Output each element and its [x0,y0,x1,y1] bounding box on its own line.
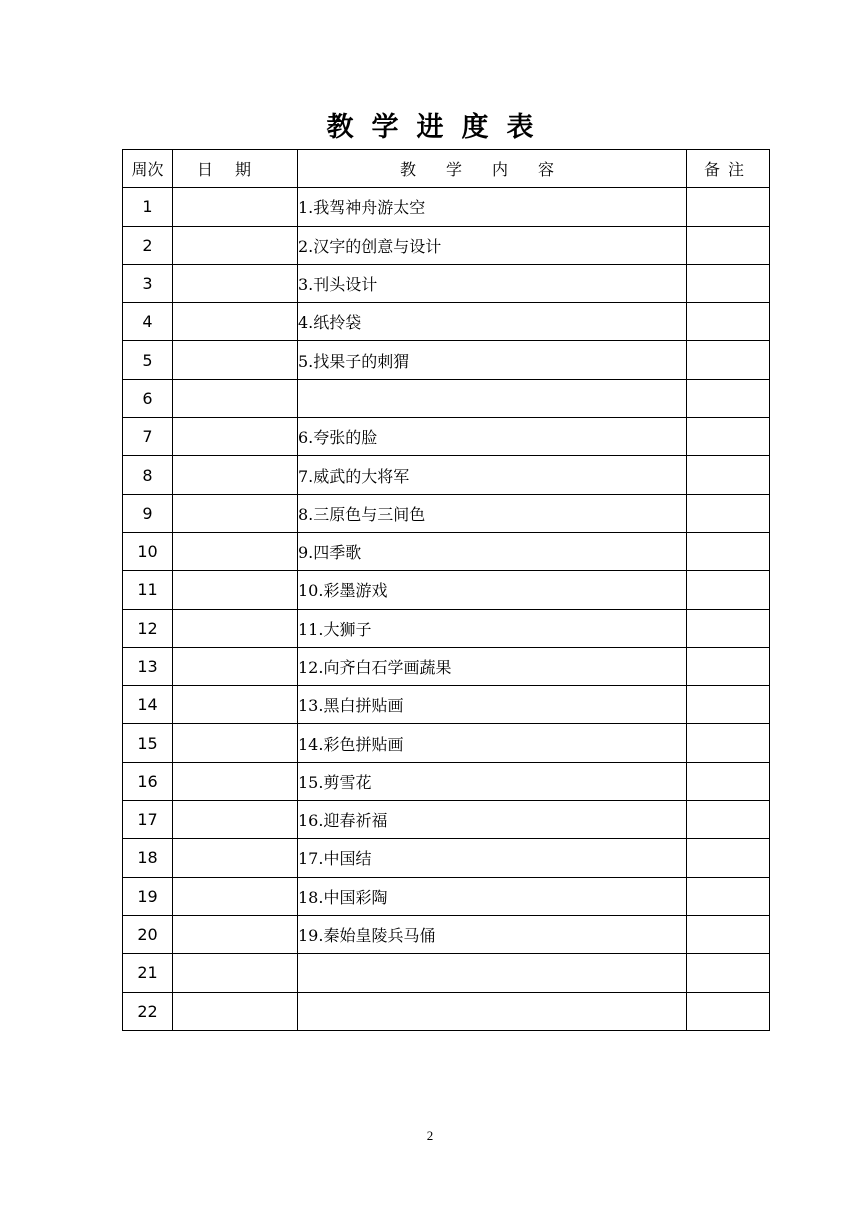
week-cell: 10 [123,532,173,570]
header-week: 周次 [123,150,173,188]
table-row [123,839,770,877]
note-cell [687,532,770,570]
note-cell [687,915,770,953]
week-cell: 15 [123,724,173,762]
week-cell: 6 [123,379,173,417]
note-cell [687,456,770,494]
date-cell [173,456,298,494]
page-number: 2 [426,1128,434,1143]
week-cell: 19 [123,877,173,915]
date-cell [173,379,298,417]
date-cell [173,571,298,609]
note-cell [687,839,770,877]
table-row [123,992,770,1030]
document-title: 教学进度表 [326,112,552,143]
date-cell [173,264,298,302]
content-cell: 4.纸拎袋 [298,303,687,341]
week-cell: 21 [123,954,173,992]
date-cell [173,303,298,341]
content-cell: 14.彩色拼贴画 [298,724,687,762]
date-cell [173,839,298,877]
content-cell: 13.黑白拼贴画 [298,686,687,724]
header-content: 教学内容 [298,150,687,188]
week-cell: 5 [123,341,173,379]
table-row [123,494,770,532]
date-cell [173,226,298,264]
note-cell [687,418,770,456]
table-row [123,762,770,800]
note-cell [687,303,770,341]
table-row [123,915,770,953]
date-cell [173,915,298,953]
table-row [123,303,770,341]
note-cell [687,762,770,800]
table-row [123,264,770,302]
date-cell [173,877,298,915]
content-cell: 15.剪雪花 [298,762,687,800]
content-cell: 9.四季歌 [298,532,687,570]
content-cell: 11.大狮子 [298,609,687,647]
week-cell: 16 [123,762,173,800]
note-cell [687,571,770,609]
note-cell [687,264,770,302]
week-cell: 18 [123,839,173,877]
table-row [123,456,770,494]
week-cell: 12 [123,609,173,647]
note-cell [687,801,770,839]
date-cell [173,686,298,724]
week-cell: 20 [123,915,173,953]
date-cell [173,762,298,800]
date-cell [173,418,298,456]
content-cell: 5.找果子的刺猬 [298,341,687,379]
table-row [123,724,770,762]
date-cell [173,724,298,762]
week-cell: 7 [123,418,173,456]
note-cell [687,188,770,226]
table-row [123,647,770,685]
table-row [123,188,770,226]
note-cell [687,609,770,647]
content-cell: 19.秦始皇陵兵马俑 [298,915,687,953]
date-cell [173,341,298,379]
content-cell [298,992,687,1030]
note-cell [687,226,770,264]
table-row [123,571,770,609]
content-cell: 8.三原色与三间色 [298,494,687,532]
content-cell: 2.汉字的创意与设计 [298,226,687,264]
note-cell [687,647,770,685]
week-cell: 13 [123,647,173,685]
note-cell [687,686,770,724]
note-cell [687,954,770,992]
date-cell [173,532,298,570]
week-cell: 2 [123,226,173,264]
note-cell [687,724,770,762]
week-cell: 14 [123,686,173,724]
schedule-table [122,149,770,1031]
week-cell: 11 [123,571,173,609]
header-date: 日期 [173,150,298,188]
header-note: 备注 [687,150,770,188]
content-cell: 3.刊头设计 [298,264,687,302]
date-cell [173,647,298,685]
week-cell: 1 [123,188,173,226]
note-cell [687,992,770,1030]
table-header-row [123,150,770,188]
date-cell [173,954,298,992]
table-row [123,532,770,570]
date-cell [173,801,298,839]
note-cell [687,341,770,379]
date-cell [173,992,298,1030]
table-row [123,609,770,647]
content-cell: 16.迎春祈福 [298,801,687,839]
note-cell [687,494,770,532]
table-row [123,341,770,379]
content-cell: 1.我驾神舟游太空 [298,188,687,226]
content-cell [298,954,687,992]
content-cell: 10.彩墨游戏 [298,571,687,609]
week-cell: 4 [123,303,173,341]
content-cell [298,379,687,417]
note-cell [687,877,770,915]
table-row [123,418,770,456]
table-row [123,877,770,915]
week-cell: 17 [123,801,173,839]
note-cell [687,379,770,417]
table-row [123,226,770,264]
table-row [123,686,770,724]
week-cell: 22 [123,992,173,1030]
content-cell: 6.夸张的脸 [298,418,687,456]
week-cell: 9 [123,494,173,532]
week-cell: 3 [123,264,173,302]
content-cell: 18.中国彩陶 [298,877,687,915]
week-cell: 8 [123,456,173,494]
table-row [123,379,770,417]
content-cell: 12.向齐白石学画蔬果 [298,647,687,685]
content-cell: 17.中国结 [298,839,687,877]
date-cell [173,188,298,226]
table-row [123,801,770,839]
table-row [123,954,770,992]
content-cell: 7.威武的大将军 [298,456,687,494]
date-cell [173,494,298,532]
date-cell [173,609,298,647]
schedule-body [123,188,770,1031]
